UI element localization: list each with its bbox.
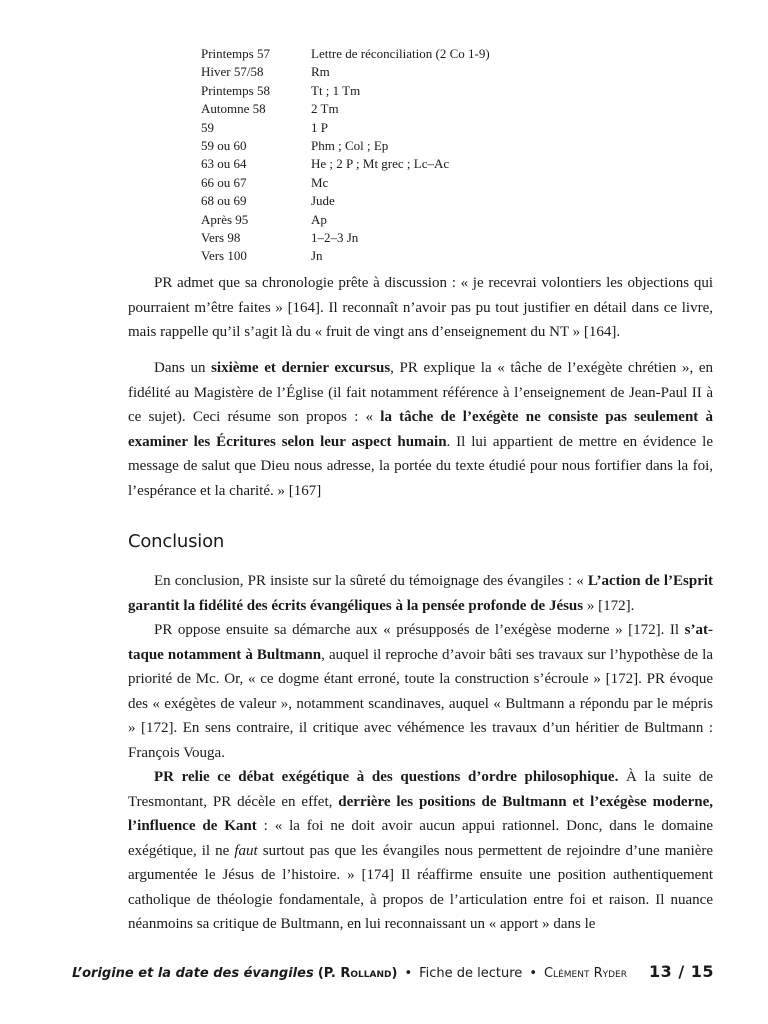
chronology-row bbox=[201, 229, 661, 247]
chronology-date: Vers 98 bbox=[201, 230, 241, 246]
paragraph-text bbox=[128, 356, 713, 503]
paragraph-text bbox=[128, 765, 713, 937]
chronology-row bbox=[201, 63, 661, 81]
paragraph-chronology-discussion bbox=[128, 271, 713, 345]
chronology-date: Printemps 58 bbox=[201, 82, 270, 98]
chronology-books: Mc bbox=[311, 174, 329, 190]
bold-text: s’attaque notamment à Bultmann bbox=[128, 622, 713, 663]
text-run: : « la foi ne doit avoir aucun appui rationnel. Donc, dans le domaine exégétique, il ne bbox=[128, 818, 713, 859]
chronology-date: Vers 100 bbox=[201, 248, 247, 264]
text-run: PR oppose ensuite sa démarche aux « présupposés de l’exégèse moderne » [172]. Il bbox=[154, 622, 685, 638]
footer-author-name: Clément Ryder bbox=[543, 966, 627, 981]
chronology-date: 68 ou 69 bbox=[201, 193, 247, 209]
chronology-table bbox=[201, 45, 661, 266]
chronology-books: 1–2–3 Jn bbox=[311, 230, 359, 246]
text-run: En conclusion, PR insiste sur la sûreté du témoignage des évangiles : « bbox=[154, 573, 588, 589]
text-run: . Il lui appartient de mettre en évidence le message de salut que Dieu nous adresse, la portée du texte étudié pour nous fortifier dans la foi, l’espérance et la charité. » [167] bbox=[128, 433, 713, 499]
text-run: surtout pas que les évangiles nous permettent de rejoindre d’une manière argumentée le Jésus de l’histoire. » [174] Il réaffirme ensuite une position authentiquement catholique de théologie fondamentale, à propos de l’articulation entre foi et raison. Il nuance néanmoins sa critique de Bultmann, en lui reconnaissant un « apport » dans le bbox=[128, 842, 714, 932]
chronology-books: Tt ; 1 Tm bbox=[311, 82, 361, 98]
chronology-row bbox=[201, 247, 661, 265]
chronology-row bbox=[201, 137, 661, 155]
chronology-row bbox=[201, 174, 661, 192]
text-run: À la suite de Tresmontant, PR décèle en effet, bbox=[128, 769, 713, 810]
paragraph-text: PR admet que sa chronologie prête à discussion : « je recevrai volontiers les objections qui pourraient m’être faites » [164]. Il reconnaît n’avoir pas pu tout justifier en détail dans ce livre, mais rappelle qu’il s’agit là du « fruit de vingt ans d’enseignement du NT » [164]. bbox=[128, 275, 713, 340]
bold-text: L’action de l’Esprit garantit la fidélité des écrits évangéliques à la pensée profonde de Jésus bbox=[128, 573, 714, 614]
text-run: » [172]. bbox=[583, 597, 635, 614]
chronology-date: 63 ou 64 bbox=[201, 156, 247, 172]
chronology-row bbox=[201, 82, 661, 100]
bold-text: derrière les positions de Bultmann et l’exégèse moderne, l’influence de Kant bbox=[128, 793, 713, 834]
footer-book-title: L’origine et la date des évangiles bbox=[72, 966, 314, 981]
paragraph-text bbox=[128, 569, 713, 618]
chronology-books: Jn bbox=[311, 248, 323, 264]
chronology-books: Lettre de réconciliation (2 Co 1-9) bbox=[311, 46, 490, 61]
footer-book-author: (P. Rolland) bbox=[317, 966, 398, 981]
chronology-date: 59 ou 60 bbox=[201, 138, 247, 154]
chronology-books: Phm ; Col ; Ep bbox=[311, 138, 389, 154]
page-footer bbox=[72, 962, 714, 981]
paragraph-text bbox=[128, 618, 713, 765]
italic-text: faut bbox=[234, 842, 258, 859]
chronology-books: Ap bbox=[311, 211, 327, 227]
chronology-books: Rm bbox=[311, 64, 330, 80]
chronology-date: Hiver 57/58 bbox=[201, 64, 264, 80]
chronology-row bbox=[201, 155, 661, 173]
chronology-row bbox=[201, 100, 661, 118]
footer-separator: • bbox=[404, 966, 413, 981]
chronology-books: 2 Tm bbox=[311, 101, 339, 117]
chronology-books: 1 P bbox=[311, 119, 328, 135]
chronology-date: 59 bbox=[201, 119, 214, 135]
footer-separator: • bbox=[529, 966, 537, 981]
chronology-books: Jude bbox=[311, 193, 335, 209]
chronology-books: He ; 2 P ; Mt grec ; Lc–Ac bbox=[311, 156, 450, 172]
chronology-date: Printemps 57 bbox=[201, 46, 270, 61]
page-number: 13 / 15 bbox=[648, 962, 714, 981]
chronology-row bbox=[201, 192, 661, 210]
section-heading: Conclusion bbox=[128, 531, 225, 552]
chronology-date: 66 ou 67 bbox=[201, 174, 247, 190]
paragraph-sixth-excursus bbox=[128, 356, 713, 503]
text-run: , auquel il reproche d’avoir bâti ses travaux sur l’hypothèse de la priorité de Mc. Or, « ce dogme étant erroné, toute la construction s’écroule » [172]. PR évoque des « exégètes de valeur », notamment scandinaves, auquel « Bultmann a répondu par le mépris » [172]. En sens contraire, il critique avec véhémence les travaux d’un héritier de Bultmann : François Vouga. bbox=[128, 646, 713, 761]
chronology-date: Automne 58 bbox=[201, 101, 266, 117]
conclusion-section bbox=[128, 569, 713, 937]
bold-text: la tâche de l’exégète ne consiste pas seulement à examiner les Écritures selon leur aspect humain bbox=[128, 409, 713, 450]
chronology-date: Après 95 bbox=[201, 211, 249, 227]
chronology-row bbox=[201, 45, 661, 63]
text-run: Dans un bbox=[154, 360, 212, 376]
text-run: , PR explique la « tâche de l’exégète chrétien », en fidélité au Magistère de l’Église (il fait notamment référence à l’enseignement de Jean-Paul II à ce sujet). Ceci résume son propos : « bbox=[128, 360, 714, 425]
bold-text: PR relie ce débat exégétique à des questions d’ordre philosophique. bbox=[154, 769, 619, 785]
chronology-row bbox=[201, 211, 661, 229]
bold-text: sixième et dernier excursus bbox=[211, 360, 391, 376]
chronology-row bbox=[201, 119, 661, 137]
footer-document-kind: Fiche de lecture bbox=[419, 966, 523, 981]
